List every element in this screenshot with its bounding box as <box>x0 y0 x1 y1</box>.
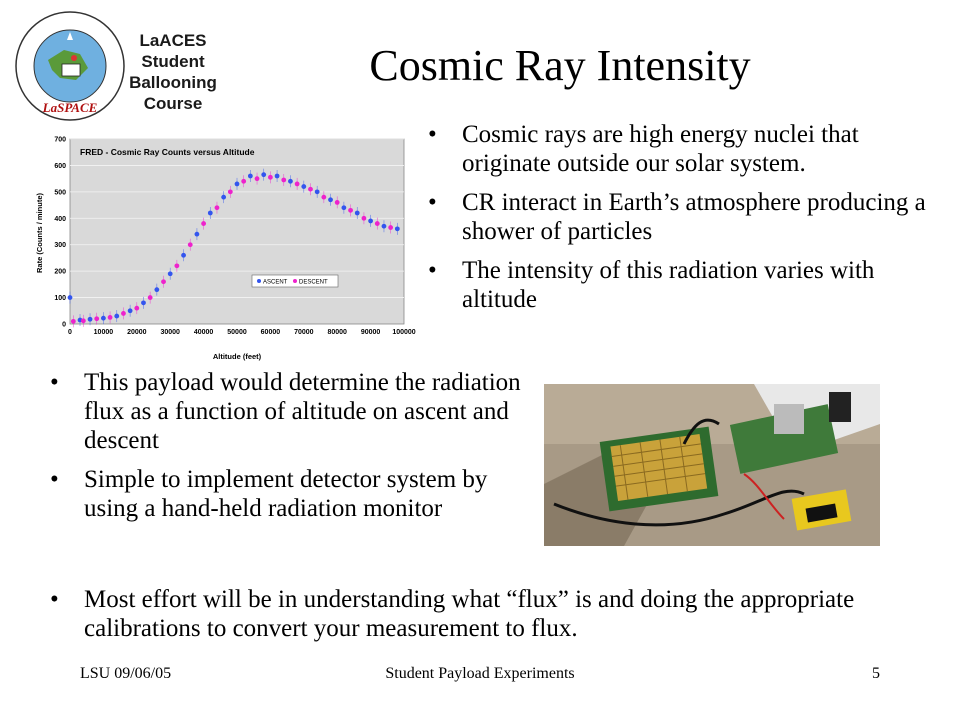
data-point-ascent <box>315 189 320 194</box>
logo-line-2: Student <box>141 52 205 71</box>
data-point-descent <box>321 195 326 200</box>
payload-bullets <box>46 368 526 533</box>
data-point-ascent <box>341 205 346 210</box>
data-point-ascent <box>275 174 280 179</box>
x-tick-label: 60000 <box>260 329 281 336</box>
data-point-ascent <box>221 195 226 200</box>
legend-ascent: ASCENT <box>263 279 288 286</box>
laaces-seal-icon <box>14 10 126 122</box>
data-point-descent <box>174 263 179 268</box>
data-point-ascent <box>301 184 306 189</box>
x-tick-label: 50000 <box>227 329 247 336</box>
chart-xlabel: Altitude (feet) <box>212 352 262 361</box>
x-tick-label: 0 <box>68 329 72 336</box>
data-point-ascent <box>168 271 173 276</box>
y-tick-label: 400 <box>54 215 66 223</box>
chart-ylabel: Rate (Counts / minute) <box>35 193 44 273</box>
data-point-descent <box>362 216 367 221</box>
y-tick-label: 700 <box>54 136 66 144</box>
data-point-ascent <box>141 300 146 305</box>
data-point-descent <box>94 316 99 321</box>
laspace-brand-text: LaSPACE <box>42 100 98 115</box>
footer-date: LSU 09/06/05 <box>80 665 172 682</box>
data-point-ascent <box>195 232 200 237</box>
data-point-descent <box>71 319 76 324</box>
data-point-descent <box>228 189 233 194</box>
detector-photo <box>544 384 880 546</box>
intro-bullets <box>424 120 944 324</box>
x-tick-label: 90000 <box>360 329 381 336</box>
data-point-descent <box>388 225 393 230</box>
logo-line-1: LaACES <box>139 31 207 50</box>
laaces-logo <box>14 8 224 120</box>
data-point-descent <box>308 187 313 192</box>
data-point-ascent <box>114 314 119 319</box>
data-point-ascent <box>382 224 387 229</box>
x-tick-label: 100000 <box>392 329 416 336</box>
bullet-flux: • Most effort will be in understanding what “flux” is and doing the appropriate calibrations to convert your measurement to flux. <box>46 585 946 643</box>
y-tick-label: 500 <box>54 189 66 197</box>
y-tick-label: 200 <box>54 268 66 276</box>
data-point-descent <box>121 311 126 316</box>
data-point-descent <box>108 315 113 320</box>
data-point-descent <box>134 306 139 311</box>
data-point-ascent <box>248 174 253 179</box>
legend-descent: DESCENT <box>299 279 328 286</box>
cosmic-ray-chart <box>32 133 416 365</box>
data-point-descent <box>148 295 153 300</box>
y-tick-label: 600 <box>54 162 66 170</box>
data-point-ascent <box>154 287 159 292</box>
data-point-descent <box>201 221 206 226</box>
x-tick-label: 30000 <box>160 329 180 336</box>
data-point-ascent <box>288 179 293 184</box>
data-point-descent <box>348 208 353 213</box>
x-tick-label: 80000 <box>327 329 347 336</box>
plot-area <box>70 139 404 324</box>
flux-bullets <box>46 585 946 653</box>
bullet-cosmic-rays: • Cosmic rays are high energy nuclei that originate outside our solar system. <box>424 120 944 178</box>
data-point-descent <box>335 200 340 205</box>
data-point-ascent <box>395 226 400 231</box>
data-point-ascent <box>235 182 240 187</box>
chart-legend <box>252 275 338 287</box>
data-point-descent <box>215 205 220 210</box>
data-point-descent <box>375 221 380 226</box>
bullet-simple: • Simple to implement detector system by using a hand-held radiation monitor <box>46 465 526 523</box>
data-point-ascent <box>368 219 373 224</box>
slide-title: Cosmic Ray Intensity <box>369 41 751 90</box>
x-tick-label: 40000 <box>193 329 214 336</box>
data-point-descent <box>255 176 260 181</box>
data-point-ascent <box>128 308 133 313</box>
data-point-ascent <box>101 316 106 321</box>
y-tick-label: 300 <box>54 242 66 250</box>
data-point-ascent <box>328 197 333 202</box>
data-point-ascent <box>208 211 213 216</box>
data-point-ascent <box>181 253 186 258</box>
data-point-descent <box>295 182 300 187</box>
data-point-descent <box>281 178 286 183</box>
bullet-intensity: • The intensity of this radiation varies with altitude <box>424 256 944 314</box>
data-point-ascent <box>355 211 360 216</box>
logo-title <box>122 30 224 114</box>
data-point-descent <box>268 175 273 180</box>
data-point-ascent <box>88 317 93 322</box>
logo-line-3: Ballooning <box>129 73 217 92</box>
page-number: 5 <box>872 665 880 682</box>
x-tick-label: 10000 <box>93 329 114 336</box>
x-tick-label: 70000 <box>294 329 314 336</box>
chart-title: FRED - Cosmic Ray Counts versus Altitude <box>80 147 255 157</box>
x-tick-label: 20000 <box>127 329 147 336</box>
data-point-ascent <box>68 295 73 300</box>
data-point-descent <box>241 179 246 184</box>
data-point-descent <box>81 318 86 323</box>
data-point-descent <box>161 279 166 284</box>
bullet-payload: • This payload would determine the radiation flux as a function of altitude on ascent and descent <box>46 368 526 455</box>
data-point-descent <box>188 242 193 247</box>
bullet-cr-interact: • CR interact in Earth’s atmosphere producing a shower of particles <box>424 188 944 246</box>
footer-title: Student Payload Experiments <box>385 665 575 682</box>
y-tick-label: 100 <box>54 295 66 303</box>
logo-line-4: Course <box>143 94 203 113</box>
data-point-ascent <box>261 172 266 177</box>
y-tick-label: 0 <box>62 321 66 329</box>
